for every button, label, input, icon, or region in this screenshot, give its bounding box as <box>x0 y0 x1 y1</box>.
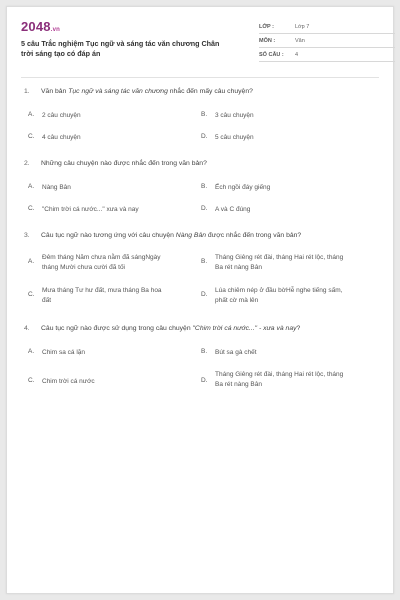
page-header <box>21 19 379 67</box>
option-text: Tháng Giêng rét đài, tháng Hai rét lộc, tháng Ba rét nàng Bân <box>215 371 344 388</box>
header-divider <box>21 77 379 78</box>
option-text: 4 câu chuyện <box>42 134 81 141</box>
question-text-part: Câu tục ngữ nào được sử dụng trong câu chuyện <box>41 325 193 332</box>
option-text: 2 câu chuyện <box>42 112 81 119</box>
option-letter: A. <box>28 348 35 355</box>
question-text-part: Văn bản <box>41 88 69 95</box>
logo-text: 2048 <box>21 19 51 34</box>
option-text: Tháng Giêng rét đài, tháng Hai rét lộc, tháng Ba rét nàng Bân <box>215 254 344 271</box>
meta-row-class <box>259 21 395 34</box>
question-text <box>41 325 300 332</box>
meta-table <box>259 21 395 63</box>
question-text-part: được nhắc đến trong văn bản? <box>206 232 302 239</box>
option-letter: C. <box>28 291 35 298</box>
option-text: Mưa tháng Tư hư đất, mưa tháng Ba hoa đất <box>42 287 162 304</box>
option-letter: B. <box>201 111 208 118</box>
site-logo[interactable] <box>21 19 60 34</box>
question-text-italic: "Chim trời cá nước..." - xưa và nay <box>192 325 297 332</box>
question-text-italic: Nàng Bân <box>175 232 207 239</box>
question-number: 3. <box>24 232 30 239</box>
meta-row-subject <box>259 35 395 48</box>
option-letter: C. <box>28 205 35 212</box>
logo-suffix: .vn <box>50 27 61 33</box>
option-letter: C. <box>28 377 35 384</box>
question-text <box>41 88 253 95</box>
option-text: Chim trời cá nước <box>42 378 95 385</box>
option-text: Chim sa cá lặn <box>42 349 85 356</box>
option-letter: D. <box>201 205 208 212</box>
document-title: 5 câu Trắc nghiệm Tục ngữ và sáng tác văn chương Chân trời sáng tạo có đáp án <box>21 39 220 58</box>
question-text-italic: Tục ngữ và sáng tác văn chương <box>68 88 168 95</box>
question-text <box>41 232 301 239</box>
meta-key: MÔN : <box>259 38 276 44</box>
option-letter: A. <box>28 111 35 118</box>
question-number: 1. <box>24 88 30 95</box>
option-text: Đêm tháng Năm chưa nằm đã sángNgày tháng Mười chưa cười đã tối <box>42 254 161 271</box>
question-text-part: ? <box>296 325 301 332</box>
option-letter: B. <box>201 258 208 265</box>
worksheet-page <box>6 6 394 594</box>
option-letter: D. <box>201 377 208 384</box>
question-text-part: nhắc đến mấy câu chuyện? <box>167 88 253 95</box>
question-number: 4. <box>24 325 30 332</box>
question-text <box>41 160 207 167</box>
meta-value: Lớp 7 <box>295 24 310 30</box>
option-text: 5 câu chuyện <box>215 134 254 141</box>
meta-row-count <box>259 49 395 62</box>
option-letter: A. <box>28 258 35 265</box>
question-text-part: Câu tục ngữ nào tương ứng với câu chuyện <box>41 232 176 239</box>
question-number: 2. <box>24 160 30 167</box>
meta-key: LỚP : <box>259 24 274 30</box>
question-text-part: Những câu chuyện nào được nhắc đến trong văn bản? <box>41 160 207 167</box>
option-text: Ếch ngồi đáy giếng <box>215 184 271 191</box>
option-letter: B. <box>201 348 208 355</box>
option-letter: A. <box>28 183 35 190</box>
option-text: 3 câu chuyện <box>215 112 254 119</box>
meta-value: Văn <box>295 38 305 44</box>
option-text: Nàng Bân <box>42 184 71 191</box>
meta-value: 4 <box>295 52 299 58</box>
option-letter: C. <box>28 133 35 140</box>
option-letter: D. <box>201 291 208 298</box>
option-text: A và C đúng <box>215 206 251 213</box>
option-text: Lúa chiêm nép ở đầu bờHễ nghe tiếng sấm, phất cờ mà lên <box>215 287 343 304</box>
meta-key: SỐ CÂU : <box>259 52 284 58</box>
option-letter: B. <box>201 183 208 190</box>
option-text: Bút sa gà chết <box>215 349 257 356</box>
option-text: "Chim trời cá nước..." xưa và nay <box>42 206 139 213</box>
option-letter: D. <box>201 133 208 140</box>
